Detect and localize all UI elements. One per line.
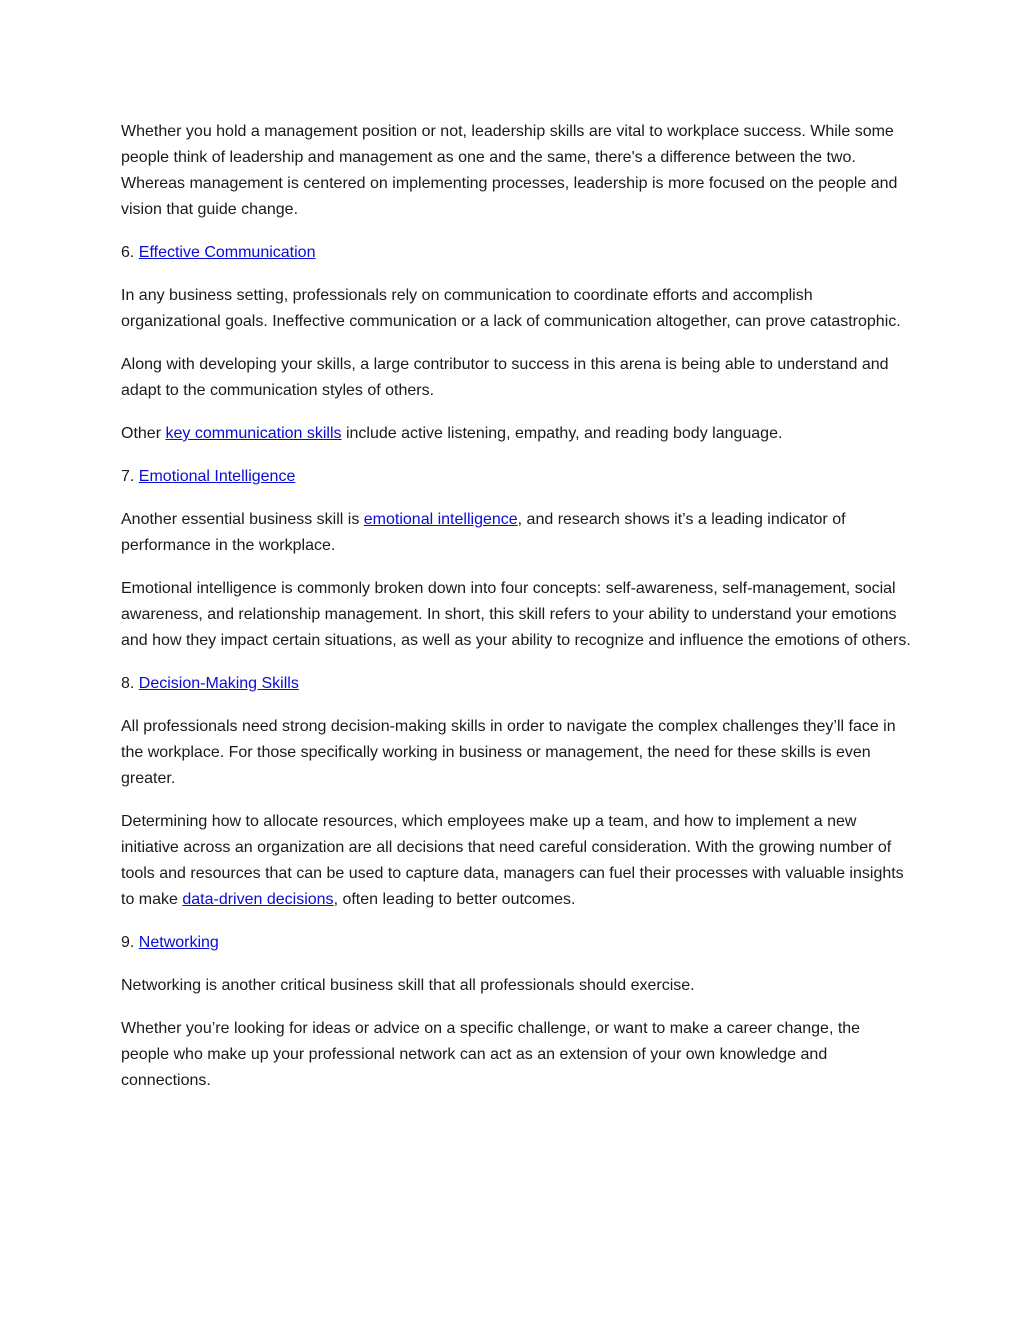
- paragraph-text: , and research shows it’s a leading indicator of performance in the workplace.: [121, 511, 846, 554]
- paragraph-text: Determining how to allocate resources, which employees make up a team, and how to implement a new initiative across an organization are all decisions that need careful consideration. With the growing number of tools and resources that can be used to capture data, managers can fuel their processes with valuable insights to make: [121, 813, 904, 908]
- paragraph-text: Other: [121, 425, 166, 442]
- paragraph-text: include active listening, empathy, and reading body language.: [341, 425, 783, 442]
- section-heading-8: [121, 671, 911, 697]
- paragraph: Emotional intelligence is commonly broken down into four concepts: self-awareness, self-management, social awareness, and relationship management. In short, this skill refers to your ability to understand your emotions and how they impact certain situations, as well as your ability to recognize and influence the emotions of others.: [121, 580, 911, 649]
- paragraph: In any business setting, professionals rely on communication to coordinate efforts and accomplish organizational goals. Ineffective communication or a lack of communication altogether, can prove catastrophic.: [121, 287, 901, 330]
- paragraph: Whether you’re looking for ideas or advice on a specific challenge, or want to make a career change, the people who make up your professional network can act as an extension of your own knowledge and connections.: [121, 1020, 861, 1089]
- decision-making-skills-link[interactable]: Decision-Making Skills: [138, 675, 299, 692]
- section-number: 6.: [121, 244, 135, 261]
- intro-paragraph: Whether you hold a management position or not, leadership skills are vital to workplace success. While some people think of leadership and management as one and the same, there's a difference between the two. Whereas management is centered on implementing processes, leadership is more focused on the people and vision that guide change.: [121, 123, 898, 218]
- effective-communication-link[interactable]: Effective Communication: [138, 244, 316, 261]
- paragraph-text: Another essential business skill is: [121, 511, 364, 528]
- paragraph-text: , often leading to better outcomes.: [333, 891, 576, 908]
- paragraph: [121, 507, 911, 559]
- key-communication-skills-link[interactable]: key communication skills: [165, 425, 342, 442]
- data-driven-decisions-link[interactable]: data-driven decisions: [182, 891, 334, 908]
- section-number: 7.: [121, 468, 135, 485]
- paragraph: Along with developing your skills, a large contributor to success in this arena is being able to understand and adapt to the communication styles of others.: [121, 356, 889, 399]
- paragraph: Networking is another critical business skill that all professionals should exercise.: [121, 977, 695, 994]
- paragraph: All professionals need strong decision-making skills in order to navigate the complex challenges they’ll face in the workplace. For those specifically working in business or management, the need for these skills is even greater.: [121, 718, 896, 787]
- paragraph: [121, 809, 911, 913]
- section-heading-9: [121, 930, 911, 956]
- section-number: 9.: [121, 934, 135, 951]
- emotional-intelligence-heading-link[interactable]: Emotional Intelligence: [138, 468, 296, 485]
- networking-link[interactable]: Networking: [138, 934, 219, 951]
- document-page: [121, 119, 911, 1111]
- section-number: 8.: [121, 675, 135, 692]
- section-heading-6: [121, 240, 911, 266]
- section-heading-7: [121, 464, 911, 490]
- paragraph: [121, 421, 911, 447]
- emotional-intelligence-link[interactable]: emotional intelligence: [363, 511, 518, 528]
